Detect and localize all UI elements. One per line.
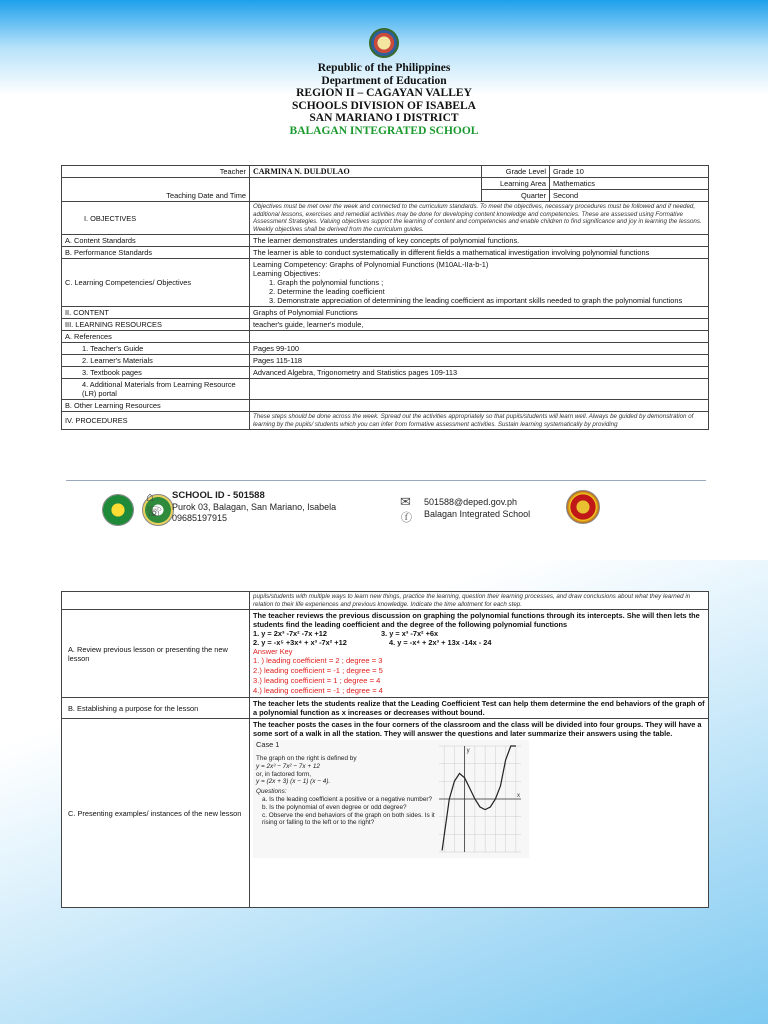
textbook-pages-label: 3. Textbook pages (62, 367, 250, 379)
examples-intro: The teacher posts the cases in the four corners of the classroom and the class will be divided into four groups. They will have a some sort of a walk in all the station. They will answer the questions and later summarize their answers using the table. (253, 720, 702, 739)
learners-materials-label: 2. Learner's Materials (62, 355, 250, 367)
lesson-plan-table-page-1 (61, 165, 709, 430)
procedures-note (250, 412, 709, 430)
grade-value: Grade 10 (550, 166, 709, 178)
objectives-note: Objectives must be met over the week and connected to the curriculum standards. To meet the objectives, necessary procedures must be followed and if needed, additional lessons, exercises and remedial activities may be done for developing content knowledge and competencies. These are assessed using Formative Assessment Strategies. Valuing objectives support the learning of content and competencies and enable children to find significance and joy in learning the lessons. Weekly objectives shall be derived from the curriculum guides. (250, 202, 709, 235)
competencies-value (250, 259, 709, 307)
equation-row (253, 638, 705, 647)
continuation-note: pupils/students with multiple ways to learn new things, practice the learning, question their learning processes, and draw conclusions about what they learned in relation to their life experiences and previous knowledge. Indicate the time allotment for each step. (250, 592, 709, 610)
area-value: Mathematics (550, 178, 709, 190)
competency-title: Learning Competency: Graphs of Polynomial Functions (M10AL-IIa-b-1) (253, 260, 489, 270)
letterhead (0, 28, 768, 137)
grade-label: Grade Level (482, 166, 550, 178)
additional-materials-label: 4. Additional Materials from Learning Resource (LR) portal (62, 379, 250, 400)
competencies-label: C. Learning Competencies/ Objectives (62, 259, 250, 307)
case-line: or, in factored form, (256, 770, 312, 778)
school-address: Purok 03, Balagan, San Mariano, Isabela (172, 501, 337, 512)
references-label: A. References (62, 331, 250, 343)
header-line-1: Republic of the Philippines (317, 62, 451, 74)
procedures-label: IV. PROCEDURES (62, 412, 250, 430)
continuation-label (62, 592, 250, 610)
objective-item: 1. Graph the polynomial functions ; (269, 278, 384, 288)
date-label: Teaching Date and Time (62, 178, 250, 202)
school-name: BALAGAN INTEGRATED SCHOOL (289, 124, 479, 137)
references-value (250, 331, 709, 343)
footer-contact (172, 490, 336, 525)
y-axis-label: y (466, 748, 470, 755)
question-item: a. Is the leading coefficient a positive or a negative number? (262, 795, 433, 803)
purpose-label: B. Establishing a purpose for the lesson (62, 698, 250, 719)
examples-value (250, 719, 709, 908)
deped-seal-icon (369, 28, 399, 58)
polynomial-graph (435, 742, 525, 856)
case-line: The graph on the right is defined by (256, 754, 357, 762)
learners-materials-value: Pages 115-118 (250, 355, 709, 367)
teachers-guide-label: 1. Teacher's Guide (62, 343, 250, 355)
header-line-4: SCHOOLS DIVISION OF ISABELA (292, 99, 476, 112)
answer-key-label: Answer Key (253, 647, 293, 657)
case-title: Case 1 (256, 740, 280, 750)
area-label: Learning Area (482, 178, 550, 190)
quarter-label: Quarter (482, 190, 550, 202)
facebook-icon: ⓕ (401, 512, 412, 524)
other-resources-label: B. Other Learning Resources (62, 400, 250, 412)
purpose-value: The teacher lets the students realize that the Leading Coefficient Test can help them determine the end behaviors of the graph of a polynomial function as x increases or decreases without bound. (250, 698, 709, 719)
question-item: c. Observe the end behaviors of the graph on both sides. Is it rising or falling to the left or to the right? (262, 811, 435, 827)
date-value (250, 178, 482, 202)
additional-materials-value (250, 379, 709, 400)
mail-icon: ✉ (400, 494, 411, 509)
answer-item: 4.) leading coefficient = -1 ; degree = 4 (253, 686, 383, 696)
school-email[interactable]: 501588@deped.gov.ph (424, 497, 518, 507)
procedures-note-text: These steps should be done across the week. Spread out the activities appropriately so that pupils/students will learn well. Always be guided by demonstration of learning by the pupils/ students which you can infer from formative assessment activities. Sustain learning systematically by providing (253, 413, 694, 428)
equation-2: 2. y = -x⁵ +3x⁴ + x³ -7x² +12 (253, 638, 347, 648)
series-line (442, 746, 516, 850)
teachers-guide-value: Pages 99-100 (250, 343, 709, 355)
equation-3: 3. y = x³ -7x² +6x (381, 629, 439, 639)
phone-icon: ☏ (146, 504, 163, 519)
learning-resources-label: III. LEARNING RESOURCES (62, 319, 250, 331)
lesson-plan-table-page-2 (61, 591, 709, 908)
question-item: b. Is the polynomial of even degree or odd degree? (262, 803, 407, 811)
content-standards-value: The learner demonstrates understanding of key concepts of polynomial functions. (250, 235, 709, 247)
teacher-value: CARMINA N. DULDULAO (250, 166, 482, 178)
header-line-3: REGION II – CAGAYAN VALLEY (296, 87, 472, 99)
header-line-5: SAN MARIANO I DISTRICT (309, 112, 459, 124)
school-facebook[interactable]: Balagan Integrated School (424, 508, 531, 519)
equation-row (253, 629, 705, 638)
review-intro: The teacher reviews the previous discussion on graphing the polynomial functions through its intercepts. She will then lets the students find the leading coefficient and the degree of the following polynomial functions (253, 611, 700, 630)
content-label: II. CONTENT (62, 307, 250, 319)
review-lesson-value (250, 610, 709, 698)
objective-item: 2. Determine the leading coefficient (269, 287, 385, 297)
content-standards-label: A. Content Standards (62, 235, 250, 247)
x-axis-label: x (517, 793, 520, 800)
case-1-figure (253, 740, 529, 858)
performance-standards-value: The learner is able to conduct systematically in different fields a mathematical investigation involving polynomial functions (250, 247, 709, 259)
school-footer (96, 488, 676, 528)
case-line: y = 2x³ − 7x² − 7x + 12 (256, 762, 320, 770)
other-resources-value (250, 400, 709, 412)
footer-divider (66, 480, 706, 481)
performance-standards-label: B. Performance Standards (62, 247, 250, 259)
objectives-label: I. OBJECTIVES (62, 202, 250, 235)
learning-objectives-label: Learning Objectives: (253, 269, 321, 279)
school-phone: 09685197915 (172, 513, 228, 523)
objective-item: 3. Demonstrate appreciation of determining the leading coefficient as important skills needed to graph the polynomial functions (269, 296, 683, 306)
answer-item: 2.) leading coefficient = -1 ; degree = 5 (253, 666, 383, 676)
content-value: Graphs of Polynomial Functions (250, 307, 709, 319)
equation-1: 1. y = 2x³ -7x² -7x +12 (253, 629, 327, 639)
answer-item: 1. ) leading coefficient = 2 ; degree = 3 (253, 656, 383, 666)
answer-item: 3.) leading coefficient = 1 ; degree = 4 (253, 676, 381, 686)
case-line: y = (2x + 3) (x − 1) (x − 4). (256, 778, 331, 786)
examples-label: C. Presenting examples/ instances of the new lesson (62, 719, 250, 908)
house-icon: ⌂ (146, 489, 154, 504)
district-logo-icon (102, 494, 134, 526)
footer-online[interactable] (424, 497, 530, 520)
textbook-pages-value: Advanced Algebra, Trigonometry and Statistics pages 109-113 (250, 367, 709, 379)
school-seal-icon (566, 490, 600, 524)
quarter-value: Second (550, 190, 709, 202)
school-id: SCHOOL ID - 501588 (172, 490, 265, 501)
learning-resources-value: teacher's guide, learner's module, (250, 319, 709, 331)
teacher-label: Teacher (62, 166, 250, 178)
header-line-2: Department of Education (321, 74, 447, 87)
case-1-text (256, 741, 444, 827)
review-lesson-label: A. Review previous lesson or presenting the new lesson (62, 610, 250, 698)
questions-label: Questions: (256, 788, 287, 796)
equation-4: 4. y = -x⁴ + 2x³ + 13x -14x - 24 (389, 638, 492, 648)
